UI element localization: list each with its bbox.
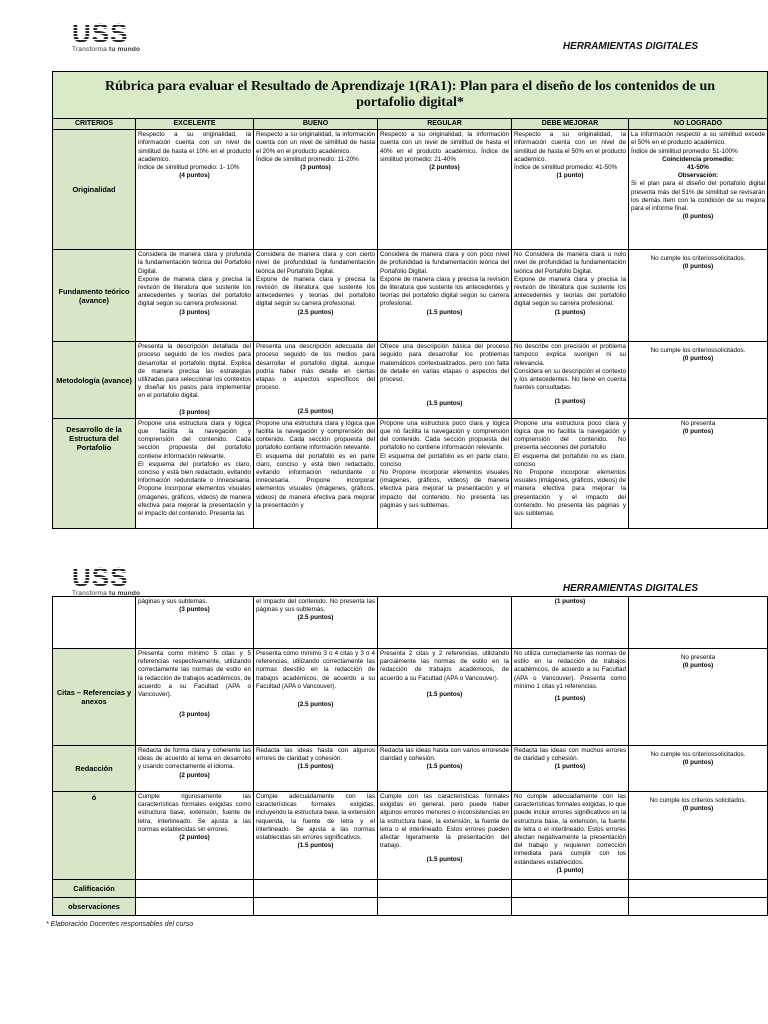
logo-wordmark: USS xyxy=(72,566,142,588)
cell: Redacta las ideas hasta con algunos errores de claridad y cohesión. (1.5 puntos) xyxy=(254,746,378,792)
table-row xyxy=(53,250,768,342)
header-title: HERRAMIENTAS DIGITALES xyxy=(562,41,698,52)
cell: Presenta una descripción adecuada del proceso seguido de los medios para desarrollar el portafolio digital, aunque podría haber más detalle en ciertas etapas o aspectos específicos del proceso. (2.5 puntos) xyxy=(254,342,378,419)
cell: Redacta las ideas con muchos errores de claridad y cohesión. (1 puntos) xyxy=(512,746,629,792)
cell: No presenta (0 puntos) xyxy=(629,418,768,528)
criterion-originalidad: Originalidad xyxy=(53,130,136,250)
table-row xyxy=(53,792,768,880)
cell: el impacto del contenido. No presenta las páginas y sus subtemas. (2.5 puntos) xyxy=(254,597,378,649)
cell xyxy=(53,597,136,649)
cell: Cumple adecuadamente con las características formales exigidas, incluyendo la estructura base, la extensión requerida, la fuente de letra y el interlineado. Se ajusta a las normas establecidas sin errores significativos. (1.5 puntos) xyxy=(254,792,378,880)
col-regular: REGULAR xyxy=(378,119,512,130)
cell: No describe con precisión el problema tampoco explica suorigen ni su relevancia. Considera en su descripción el contexto y los antecedentes. No tiene en cuenta fuentes consultadas. (1 puntos) xyxy=(512,342,629,419)
col-bueno: BUENO xyxy=(254,119,378,130)
cell: No cumple los criteriossolicitados. (0 puntos) xyxy=(629,746,768,792)
table-row xyxy=(53,418,768,528)
cell xyxy=(512,898,629,916)
cell: Redacta las ideas hasta con varios erroresde claridad y cohesión. (1.5 puntos) xyxy=(378,746,512,792)
cell: La información respecto a su similitud excede el 50% en el producto académico. Índice de similitud promedio: 51-100% Coincidencia promedio: 41-50% Observación: Si el plan para el diseño del portafolio digital presenta más del 51% de similitud se revisarán los demás ítem con la condición de su mejora para el informe final. (0 puntos) xyxy=(629,130,768,250)
cell: Presenta la descripción detallada del proceso seguido de los medios para desarrollar el portafolio digital. Explica de manera precisa las estrategias utilizadas para seleccionar los contextos y diseñar los pasos para implementar en el portafolio digital. (3 puntos) xyxy=(136,342,254,419)
cell xyxy=(254,898,378,916)
cell: páginas y sus subtemas. (3 puntos) xyxy=(136,597,254,649)
cell: Respecto a su originalidad, la información cuenta con un nivel de similitud de hasta el 20% en el producto académico. Índice de similitud promedio: 11-20% (3 puntos) xyxy=(254,130,378,250)
cell: No cumple adecuadamente con las características formales exigidas, lo que puede incluir errores significativos en la estructura base, la extensión, la fuente de letra o el interlineado. Estos errores afectan negativamente la presentación del trabajo y requieren corrección inmediata para cumplir con los estándares establecidos. (1 punto) xyxy=(512,792,629,880)
uss-logo xyxy=(72,18,142,56)
cell: Presenta como mínimo 5 citas y 5 referencias respectivamente, utilizando correctamente las normas de estilo en la redacción de trabajos académicos, de acuerdo a su Facultad (APA o Vancouver). (3 puntos) xyxy=(136,649,254,746)
cell: No presenta (0 puntos) xyxy=(629,649,768,746)
table-row xyxy=(53,130,768,250)
cell xyxy=(136,898,254,916)
cell xyxy=(629,880,768,898)
cell: No utiliza correctamente las normas de estilo en la redacción de trabajos académicos, de acuerdo a su Facultad (APA o Vancouver). Presenta como mínimo 1 citas y1 referencias. (1 puntos) xyxy=(512,649,629,746)
cell: No cumple los criteriossolicitados. (0 puntos) xyxy=(629,250,768,342)
table-row xyxy=(53,880,768,898)
cell: Respecto a su originalidad, la información cuenta con un nivel de similitud de hasta el 50% en el producto académico. Índice de similitud promedio: 41-50% (1 punto) xyxy=(512,130,629,250)
cell: No cumple los criteriossolicitados. (0 puntos) xyxy=(629,342,768,419)
cell: Ofrece una descripción básica del proceso seguido para desarrollar los problemas matemáticos contextualizados, pero con falta de detalle en varias etapas o aspectos del proceso. (1.5 puntos) xyxy=(378,342,512,419)
table-row xyxy=(53,746,768,792)
rubric-table-page-1 xyxy=(52,71,768,529)
rubric-table-page-2 xyxy=(52,596,768,916)
cell: Cumple rigurosamente las características formales exigidas como estructura base, extensión, fuente de letra, interlineado. Se ajusta a las normas establecidas sin errores. (2 puntos) xyxy=(136,792,254,880)
cell xyxy=(136,880,254,898)
header-title-page-2: HERRAMIENTAS DIGITALES xyxy=(562,583,698,594)
rubric-title: Rúbrica para evaluar el Resultado de Aprendizaje 1(RA1): Plan para el diseño de los contenidos de un portafolio digital* xyxy=(53,72,768,119)
logo-wordmark: USS xyxy=(72,22,142,44)
table-row xyxy=(53,898,768,916)
table-row xyxy=(53,342,768,419)
logo-tagline: Transforma tu mundo xyxy=(72,590,141,597)
cell xyxy=(629,597,768,649)
cell: Considera de manera clara y con poco nivel de profundidad la fundamentación teórica del Portafolio Digital. Expone de manera clara y precisa la revisión de literatura que sustente los antecedentes y teorías del portafolio digital según su carrera profesional. (1.5 puntos) xyxy=(378,250,512,342)
cell: Redacta de forma clara y coherente las ideas de acuerdo al tema en desarrollo y usando correctamente el idioma. (2 puntos) xyxy=(136,746,254,792)
criterion-ortografia: ó xyxy=(53,792,136,880)
cell: Propone una estructura poco clara y lógica que no facilita la navegación y comprensión del contenido. Cada sección propuesta del portafolio no contiene información relevante. El esquema del portafolio es en parte claro, conciso No Propone incorporar elementos visuales (imágenes, gráficos, videos) de manera efectiva para mejorar la presentación y el impacto del contenido. No presenta las páginas y sus subtemas. xyxy=(378,418,512,528)
cell: Presenta 2 citas y 2 referencias, utilizando parcialmente las normas de estilo en la redacción de trabajos académicos, de acuerdo a su Facultad (APA o Vancouver). (1.5 puntos) xyxy=(378,649,512,746)
cell: Cumple con las características formales exigidas en general, pero puede haber algunos errores menores o inconsistencias en la estructura base, la extensión, la fuente de letra o el interlineado. Estos errores pueden afectar ligeramente la presentación del trabajo. (1.5 puntos) xyxy=(378,792,512,880)
table-row xyxy=(53,597,768,649)
cell: Propone una estructura clara y lógica que facilita la navegación y comprensión del contenido. Cada sección propuesta del portafolio contiene información relevante. El esquema del portafolio es en parte claro, conciso y está bien redactado, evitando información redundante o innecesaria. Propone incorporar elementos visuales (imágenes, gráficos, videos) de manera efectiva para mejorar la presentación y xyxy=(254,418,378,528)
cell: Considera de manera clara y con cierto nivel de profundidad la fundamentación teórica del Portafolio Digital. Expone de manera clara y precisa la revisión de literatura que sustente los antecedentes y teorías del portafolio digital según su carrera profesional. (2.5 puntos) xyxy=(254,250,378,342)
col-criterios: CRITERIOS xyxy=(53,119,136,130)
cell: Considera de manera clara y profunda la fundamentación teórica del Portafolio Digital. Expone de manera clara y precisa la revisión de literatura que sustente los antecedentes y teorías del portafolio digital según su carrera profesional. (3 puntos) xyxy=(136,250,254,342)
cell: (1 puntos) xyxy=(512,597,629,649)
col-excelente: EXCELENTE xyxy=(136,119,254,130)
cell xyxy=(512,880,629,898)
cell xyxy=(378,597,512,649)
criterion-citas: Citas – Referencias y anexos xyxy=(53,649,136,746)
criterion-observaciones: observaciones xyxy=(53,898,136,916)
cell: No Considera de manera clara u nolo nivel de profundidad la fundamentación teórica del Portafolio Digital. Expone de manera clara y precisa la revisión de literatura que sustente los antecedentes y teorías del portafolio digital según su carrera profesional. (1 puntos) xyxy=(512,250,629,342)
cell: Propone una estructura clara y lógica que facilita la navegación y comprensión del contenido. Cada sección propuesta del portafolio contiene información relevante. El esquema del portafolio es claro, conciso y está bien redactado, evitando información redundante o innecesaria. Propone incorporar elementos visuales (imágenes, gráficos, videos) de manera efectiva para mejorar la presentación y el impacto del contenido. Presenta las xyxy=(136,418,254,528)
uss-logo-page-2 xyxy=(72,562,142,600)
criterion-calificacion: Calificación xyxy=(53,880,136,898)
logo-tagline: Transforma tu mundo xyxy=(72,46,141,53)
cell xyxy=(629,898,768,916)
cell: Propone una estructura poco clara y lógica que no facilita la navegación y comprensión del contenido. No presenta secciones del portafolio El esquema del portafolio no es claro, conciso No Propone incorporar elementos visuales (imágenes, gráficos, videos) de manera efectiva para mejorar la presentación y el impacto del contenido. No presenta las páginas y sus subtemas. xyxy=(512,418,629,528)
cell xyxy=(378,880,512,898)
footnote: * Elaboración Docentes responsables del curso xyxy=(46,921,194,928)
cell: Presenta como mínimo 3 o 4 citas y 3 o 4 referencias, utilizando correctamente las normas deestilo en la redacción de trabajos académicos, de acuerdo a su Facultad (APA o Vancouver). (2.5 puntos) xyxy=(254,649,378,746)
cell xyxy=(378,898,512,916)
col-no-logrado: NO LOGRADO xyxy=(629,119,768,130)
criterion-desarrollo: Desarrollo de la Estructura del Portafolio xyxy=(53,418,136,528)
col-debe-mejorar: DEBE MEJORAR xyxy=(512,119,629,130)
criterion-fundamento: Fundamento teórico (avance) xyxy=(53,250,136,342)
table-row xyxy=(53,649,768,746)
cell: No cumple los criterios solicitados. (0 puntos) xyxy=(629,792,768,880)
cell: Respecto a su originalidad, la información cuenta con un nivel de similitud de hasta el 10% en el producto académico. Índice de similitud promedio: 1- 10% (4 puntos) xyxy=(136,130,254,250)
cell xyxy=(254,880,378,898)
cell: Respecto a su originalidad, la información cuenta con un nivel de similitud de hasta el 40% en el producto académico. Índice de similitud promedio: 21-40% (2 puntos) xyxy=(378,130,512,250)
criterion-redaccion: Redacción xyxy=(53,746,136,792)
criterion-metodologia: Metodología (avance) xyxy=(53,342,136,419)
